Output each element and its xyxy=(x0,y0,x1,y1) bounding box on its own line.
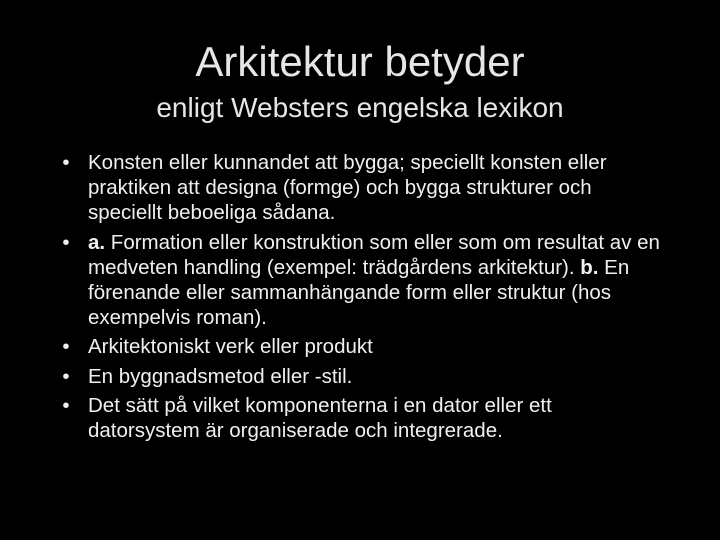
definition-text-a: Formation eller konstruktion som eller som om resultat av en medveten handling (exempel: trädgårdens arkitektur). xyxy=(88,230,660,279)
bullet-item-3 xyxy=(56,334,666,359)
slide-subtitle: enligt Websters engelska lexikon xyxy=(156,92,564,123)
definition-marker-b: b. xyxy=(580,255,599,279)
bullet-item-1 xyxy=(56,150,666,226)
bullet-text: Konsten eller kunnandet att bygga; speciellt konsten eller praktiken att designa (formge) och bygga strukturer och speciellt beboeliga sådana. xyxy=(88,151,607,225)
bullet-icon: • xyxy=(62,364,70,388)
bullet-icon: • xyxy=(62,335,70,359)
bullet-icon: • xyxy=(62,393,70,417)
bullet-item-4 xyxy=(56,364,666,389)
bullet-text: Det sätt på vilket komponenterna i en dator eller ett datorsystem är organiserade och integrerade. xyxy=(88,393,552,443)
bullet-icon: • xyxy=(62,230,70,254)
definition-marker-a: a. xyxy=(88,230,106,254)
definition-text-b: En förenande eller sammanhängande form eller struktur (hos exempelvis roman). xyxy=(88,255,630,330)
bullet-item-2 xyxy=(56,230,666,331)
bullet-text: En byggnadsmetod eller -stil. xyxy=(88,364,353,388)
bullet-list xyxy=(56,150,666,447)
slide-title: Arkitektur betyder xyxy=(195,38,525,85)
bullet-item-5 xyxy=(56,393,666,443)
bullet-text: Arkitektoniskt verk eller produkt xyxy=(88,335,373,359)
bullet-icon: • xyxy=(62,151,70,174)
